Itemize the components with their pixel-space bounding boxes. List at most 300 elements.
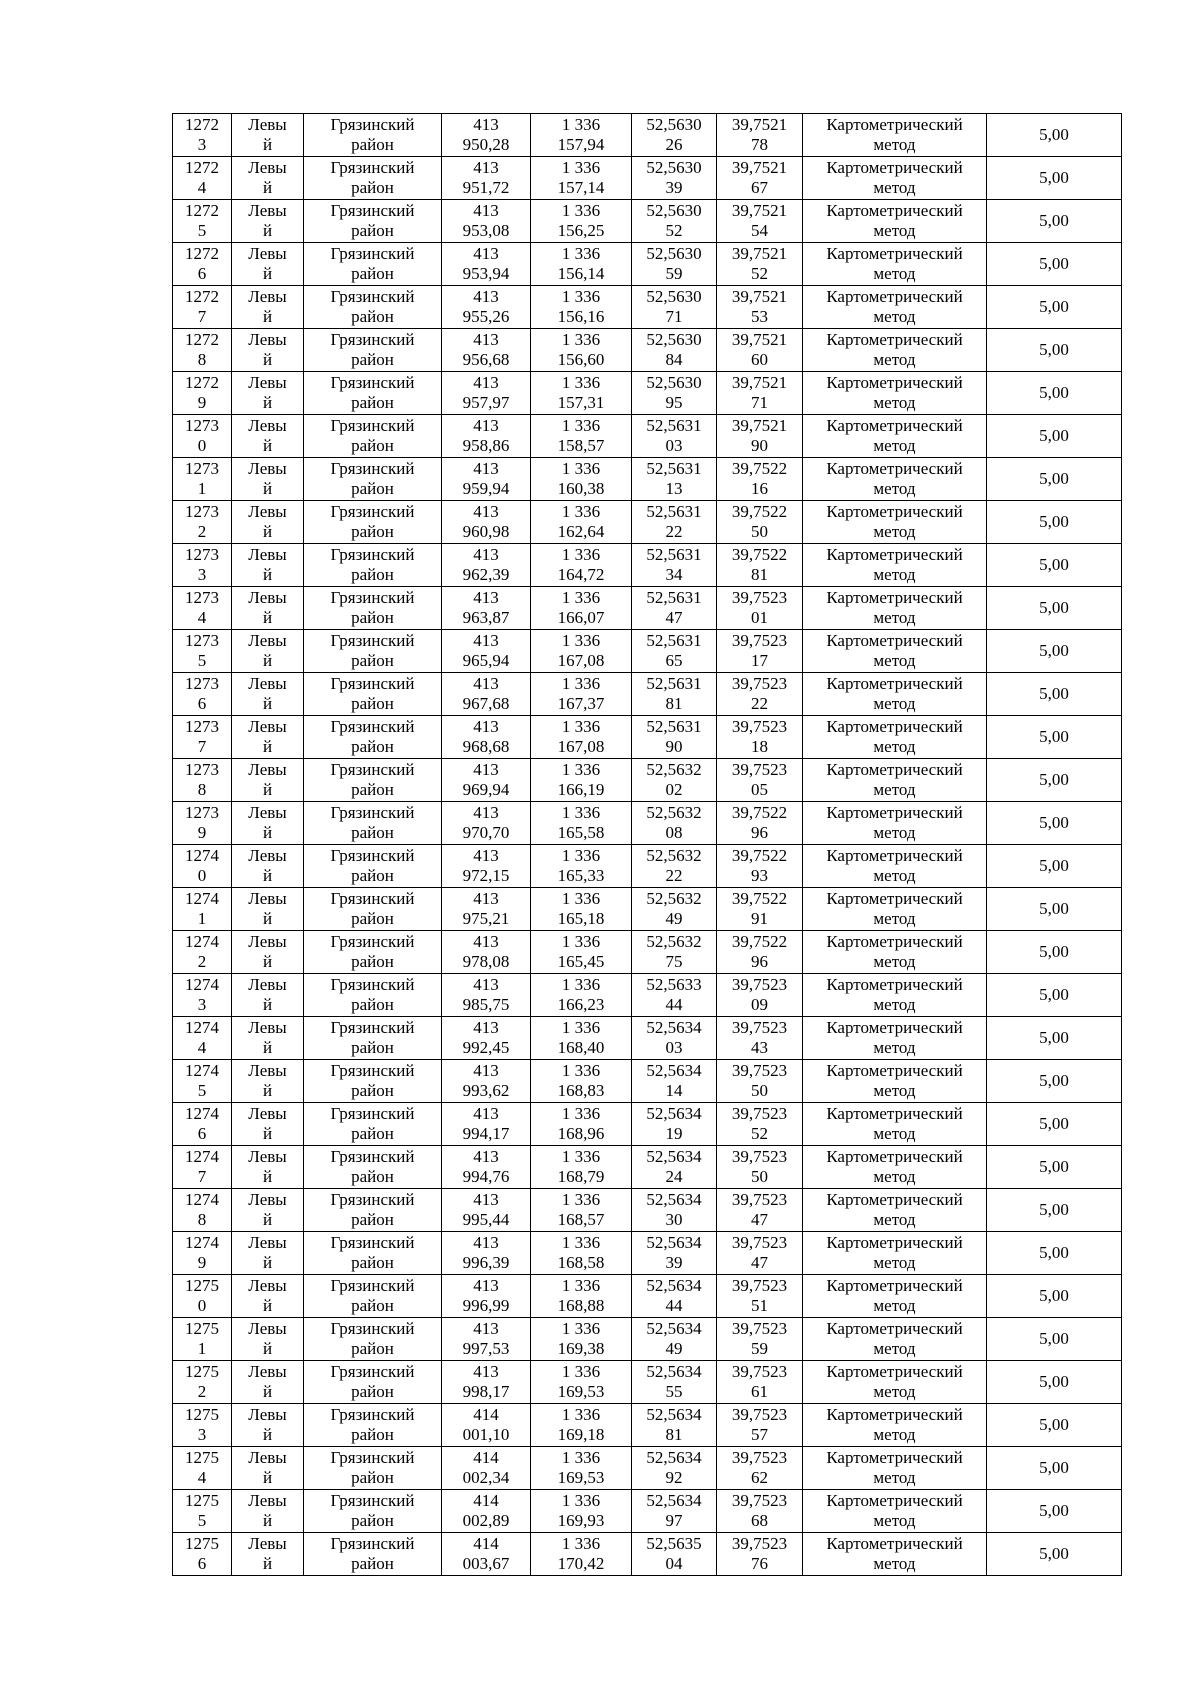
x-coordinate-cell-line: 413 bbox=[473, 1104, 499, 1123]
x-coordinate-cell bbox=[442, 114, 531, 157]
side-cell-line: й bbox=[262, 1339, 273, 1358]
x-coordinate-cell-line: 413 bbox=[473, 459, 499, 478]
longitude-cell bbox=[717, 157, 803, 200]
latitude-cell-line: 26 bbox=[665, 135, 683, 154]
latitude-cell-line: 14 bbox=[665, 1081, 683, 1100]
latitude-cell bbox=[632, 1017, 717, 1060]
longitude-cell-line: 39,7521 bbox=[731, 373, 788, 392]
longitude-cell-line: 61 bbox=[751, 1382, 768, 1401]
district-cell bbox=[304, 1189, 442, 1232]
y-coordinate-cell-line: 1 336 bbox=[561, 1061, 601, 1080]
y-coordinate-cell-line: 168,96 bbox=[557, 1124, 605, 1143]
method-cell bbox=[803, 1232, 987, 1275]
latitude-cell-line: 52,5635 bbox=[646, 1534, 702, 1553]
method-cell bbox=[803, 673, 987, 716]
y-coordinate-cell bbox=[531, 630, 632, 673]
table-row bbox=[173, 716, 1122, 759]
side-cell-line: Левы bbox=[248, 932, 287, 951]
y-coordinate-cell-line: 169,18 bbox=[557, 1425, 605, 1444]
point-number-cell-line: 2 bbox=[197, 952, 207, 971]
x-coordinate-cell-line: 998,17 bbox=[462, 1382, 510, 1401]
district-cell bbox=[304, 1232, 442, 1275]
latitude-cell-line: 04 bbox=[665, 1554, 683, 1573]
side-cell-line: й bbox=[262, 221, 273, 240]
point-number-cell bbox=[173, 759, 232, 802]
y-coordinate-cell-line: 165,58 bbox=[557, 823, 605, 842]
side-cell-line: й bbox=[262, 694, 273, 713]
side-cell bbox=[232, 630, 304, 673]
method-cell-line: метод bbox=[873, 135, 916, 154]
latitude-cell-line: 52,5630 bbox=[646, 330, 702, 349]
district-cell-line: Грязинский bbox=[330, 1104, 415, 1123]
point-number-cell-line: 7 bbox=[197, 307, 207, 326]
method-cell-line: Картометрический bbox=[826, 1534, 963, 1553]
table-row bbox=[173, 1404, 1122, 1447]
latitude-cell-line: 52,5633 bbox=[646, 975, 702, 994]
longitude-cell-line: 50 bbox=[751, 522, 768, 541]
point-number-cell-line: 1273 bbox=[185, 717, 219, 736]
method-cell bbox=[803, 1017, 987, 1060]
longitude-cell-line: 39,7523 bbox=[731, 631, 788, 650]
latitude-cell bbox=[632, 114, 717, 157]
side-cell-line: Левы bbox=[248, 502, 287, 521]
side-cell-line: й bbox=[262, 1425, 273, 1444]
side-cell bbox=[232, 802, 304, 845]
longitude-cell bbox=[717, 372, 803, 415]
district-cell-line: Грязинский bbox=[330, 846, 415, 865]
side-cell-line: й bbox=[262, 307, 273, 326]
y-coordinate-cell-line: 170,42 bbox=[557, 1554, 605, 1573]
side-cell-line: й bbox=[262, 1554, 273, 1573]
y-coordinate-cell-line: 1 336 bbox=[561, 459, 601, 478]
x-coordinate-cell-line: 959,94 bbox=[462, 479, 510, 498]
latitude-cell-line: 52 bbox=[665, 221, 683, 240]
y-coordinate-cell bbox=[531, 759, 632, 802]
longitude-cell-line: 51 bbox=[751, 1296, 768, 1315]
side-cell bbox=[232, 888, 304, 931]
latitude-cell-line: 59 bbox=[665, 264, 683, 283]
y-coordinate-cell-line: 169,53 bbox=[557, 1382, 605, 1401]
method-cell bbox=[803, 1490, 987, 1533]
point-number-cell-line: 1273 bbox=[185, 674, 219, 693]
y-coordinate-cell-line: 165,45 bbox=[557, 952, 605, 971]
y-coordinate-cell bbox=[531, 1232, 632, 1275]
x-coordinate-cell-line: 413 bbox=[473, 1190, 499, 1209]
point-number-cell bbox=[173, 243, 232, 286]
district-cell bbox=[304, 329, 442, 372]
x-coordinate-cell bbox=[442, 1447, 531, 1490]
table-row bbox=[173, 673, 1122, 716]
y-coordinate-cell bbox=[531, 931, 632, 974]
side-cell-line: Левы bbox=[248, 416, 287, 435]
longitude-cell-line: 39,7523 bbox=[731, 1061, 788, 1080]
latitude-cell bbox=[632, 286, 717, 329]
latitude-cell-line: 52,5630 bbox=[646, 115, 702, 134]
method-cell-line: Картометрический bbox=[826, 201, 963, 220]
side-cell-line: Левы bbox=[248, 975, 287, 994]
y-coordinate-cell bbox=[531, 415, 632, 458]
table-row bbox=[173, 200, 1122, 243]
longitude-cell bbox=[717, 759, 803, 802]
x-coordinate-cell bbox=[442, 1404, 531, 1447]
longitude-cell-line: 91 bbox=[751, 909, 768, 928]
district-cell-line: Грязинский bbox=[330, 244, 415, 263]
district-cell-line: район bbox=[351, 479, 394, 498]
point-number-cell bbox=[173, 1404, 232, 1447]
accuracy-cell: 5,00 bbox=[987, 1318, 1122, 1361]
longitude-cell-line: 16 bbox=[751, 479, 768, 498]
district-cell-line: Грязинский bbox=[330, 1448, 415, 1467]
side-cell bbox=[232, 544, 304, 587]
latitude-cell bbox=[632, 845, 717, 888]
x-coordinate-cell-line: 958,86 bbox=[462, 436, 510, 455]
side-cell bbox=[232, 716, 304, 759]
table-row bbox=[173, 802, 1122, 845]
table-row bbox=[173, 1275, 1122, 1318]
point-number-cell-line: 3 bbox=[197, 1425, 207, 1444]
y-coordinate-cell-line: 1 336 bbox=[561, 373, 601, 392]
x-coordinate-cell-line: 413 bbox=[473, 846, 499, 865]
point-number-cell bbox=[173, 1447, 232, 1490]
latitude-cell-line: 55 bbox=[665, 1382, 683, 1401]
district-cell bbox=[304, 1533, 442, 1576]
side-cell-line: Левы bbox=[248, 717, 287, 736]
accuracy-cell: 5,00 bbox=[987, 802, 1122, 845]
method-cell-line: Картометрический bbox=[826, 158, 963, 177]
longitude-cell-line: 39,7521 bbox=[731, 287, 788, 306]
x-coordinate-cell bbox=[442, 415, 531, 458]
table-row bbox=[173, 458, 1122, 501]
x-coordinate-cell-line: 962,39 bbox=[462, 565, 510, 584]
method-cell-line: Картометрический bbox=[826, 1362, 963, 1381]
x-coordinate-cell bbox=[442, 587, 531, 630]
district-cell-line: Грязинский bbox=[330, 889, 415, 908]
y-coordinate-cell-line: 157,31 bbox=[557, 393, 605, 412]
y-coordinate-cell-line: 1 336 bbox=[561, 1319, 601, 1338]
x-coordinate-cell-line: 002,89 bbox=[462, 1511, 510, 1530]
method-cell bbox=[803, 1361, 987, 1404]
y-coordinate-cell bbox=[531, 1146, 632, 1189]
y-coordinate-cell bbox=[531, 974, 632, 1017]
district-cell bbox=[304, 630, 442, 673]
latitude-cell-line: 52,5630 bbox=[646, 244, 702, 263]
district-cell bbox=[304, 286, 442, 329]
side-cell-line: Левы bbox=[248, 1405, 287, 1424]
district-cell-line: Грязинский bbox=[330, 287, 415, 306]
latitude-cell-line: 52,5631 bbox=[646, 674, 702, 693]
longitude-cell-line: 39,7521 bbox=[731, 201, 788, 220]
y-coordinate-cell-line: 1 336 bbox=[561, 1018, 601, 1037]
accuracy-cell: 5,00 bbox=[987, 1017, 1122, 1060]
method-cell-line: Картометрический bbox=[826, 1276, 963, 1295]
point-number-cell bbox=[173, 1533, 232, 1576]
x-coordinate-cell-line: 413 bbox=[473, 201, 499, 220]
y-coordinate-cell-line: 1 336 bbox=[561, 588, 601, 607]
x-coordinate-cell-line: 950,28 bbox=[462, 135, 510, 154]
side-cell-line: Левы bbox=[248, 244, 287, 263]
method-cell-line: метод bbox=[873, 1210, 916, 1229]
point-number-cell-line: 5 bbox=[197, 1511, 207, 1530]
table-row bbox=[173, 1447, 1122, 1490]
longitude-cell-line: 71 bbox=[751, 393, 768, 412]
latitude-cell-line: 19 bbox=[665, 1124, 683, 1143]
latitude-cell-line: 52,5631 bbox=[646, 502, 702, 521]
longitude-cell-line: 78 bbox=[751, 135, 768, 154]
method-cell-line: Картометрический bbox=[826, 1405, 963, 1424]
side-cell bbox=[232, 415, 304, 458]
side-cell-line: Левы bbox=[248, 760, 287, 779]
longitude-cell-line: 52 bbox=[751, 1124, 768, 1143]
longitude-cell bbox=[717, 931, 803, 974]
y-coordinate-cell-line: 165,33 bbox=[557, 866, 605, 885]
district-cell-line: Грязинский bbox=[330, 1319, 415, 1338]
side-cell-line: Левы bbox=[248, 588, 287, 607]
x-coordinate-cell bbox=[442, 1361, 531, 1404]
side-cell bbox=[232, 1361, 304, 1404]
district-cell-line: район bbox=[351, 909, 394, 928]
district-cell-line: район bbox=[351, 1124, 394, 1143]
side-cell bbox=[232, 286, 304, 329]
side-cell bbox=[232, 974, 304, 1017]
longitude-cell bbox=[717, 974, 803, 1017]
y-coordinate-cell bbox=[531, 372, 632, 415]
district-cell-line: Грязинский bbox=[330, 1362, 415, 1381]
accuracy-cell: 5,00 bbox=[987, 630, 1122, 673]
latitude-cell bbox=[632, 802, 717, 845]
y-coordinate-cell-line: 1 336 bbox=[561, 760, 601, 779]
x-coordinate-cell-line: 413 bbox=[473, 1319, 499, 1338]
method-cell-line: метод bbox=[873, 1167, 916, 1186]
district-cell-line: район bbox=[351, 1339, 394, 1358]
method-cell-line: метод bbox=[873, 1081, 916, 1100]
method-cell-line: метод bbox=[873, 221, 916, 240]
x-coordinate-cell-line: 413 bbox=[473, 244, 499, 263]
y-coordinate-cell-line: 1 336 bbox=[561, 717, 601, 736]
method-cell bbox=[803, 329, 987, 372]
x-coordinate-cell-line: 951,72 bbox=[462, 178, 510, 197]
district-cell-line: Грязинский bbox=[330, 201, 415, 220]
x-coordinate-cell bbox=[442, 1232, 531, 1275]
y-coordinate-cell-line: 1 336 bbox=[561, 846, 601, 865]
district-cell-line: Грязинский bbox=[330, 1061, 415, 1080]
x-coordinate-cell-line: 413 bbox=[473, 158, 499, 177]
side-cell-line: й bbox=[262, 178, 273, 197]
point-number-cell bbox=[173, 458, 232, 501]
method-cell-line: Картометрический bbox=[826, 1233, 963, 1252]
point-number-cell bbox=[173, 1490, 232, 1533]
point-number-cell-line: 0 bbox=[197, 866, 207, 885]
longitude-cell-line: 17 bbox=[751, 651, 768, 670]
point-number-cell-line: 5 bbox=[197, 651, 207, 670]
x-coordinate-cell-line: 413 bbox=[473, 1276, 499, 1295]
district-cell-line: район bbox=[351, 522, 394, 541]
side-cell bbox=[232, 1490, 304, 1533]
y-coordinate-cell bbox=[531, 1361, 632, 1404]
point-number-cell-line: 1275 bbox=[185, 1534, 219, 1553]
point-number-cell-line: 1274 bbox=[185, 1233, 219, 1252]
longitude-cell-line: 96 bbox=[751, 952, 768, 971]
y-coordinate-cell-line: 168,40 bbox=[557, 1038, 605, 1057]
point-number-cell bbox=[173, 673, 232, 716]
y-coordinate-cell-line: 1 336 bbox=[561, 1362, 601, 1381]
method-cell-line: Картометрический bbox=[826, 1448, 963, 1467]
x-coordinate-cell-line: 413 bbox=[473, 932, 499, 951]
method-cell-line: Картометрический bbox=[826, 244, 963, 263]
district-cell-line: район bbox=[351, 694, 394, 713]
longitude-cell-line: 39,7522 bbox=[731, 932, 788, 951]
method-cell-line: Картометрический bbox=[826, 416, 963, 435]
longitude-cell-line: 47 bbox=[751, 1210, 768, 1229]
point-number-cell-line: 3 bbox=[197, 135, 207, 154]
method-cell bbox=[803, 243, 987, 286]
x-coordinate-cell-line: 413 bbox=[473, 631, 499, 650]
longitude-cell-line: 09 bbox=[751, 995, 768, 1014]
x-coordinate-cell-line: 414 bbox=[473, 1491, 499, 1510]
method-cell-line: метод bbox=[873, 1425, 916, 1444]
method-cell bbox=[803, 1404, 987, 1447]
longitude-cell-line: 39,7523 bbox=[731, 1147, 788, 1166]
method-cell bbox=[803, 415, 987, 458]
x-coordinate-cell-line: 413 bbox=[473, 1362, 499, 1381]
x-coordinate-cell-line: 953,94 bbox=[462, 264, 510, 283]
latitude-cell-line: 44 bbox=[665, 995, 683, 1014]
latitude-cell-line: 52,5634 bbox=[646, 1491, 702, 1510]
x-coordinate-cell-line: 413 bbox=[473, 1018, 499, 1037]
latitude-cell-line: 52,5634 bbox=[646, 1405, 702, 1424]
side-cell-line: й bbox=[262, 737, 273, 756]
side-cell-line: й bbox=[262, 1382, 273, 1401]
x-coordinate-cell bbox=[442, 888, 531, 931]
side-cell-line: Левы bbox=[248, 1147, 287, 1166]
side-cell-line: й bbox=[262, 651, 273, 670]
y-coordinate-cell-line: 156,14 bbox=[557, 264, 605, 283]
longitude-cell-line: 43 bbox=[751, 1038, 768, 1057]
point-number-cell bbox=[173, 1060, 232, 1103]
latitude-cell-line: 92 bbox=[665, 1468, 683, 1487]
latitude-cell bbox=[632, 716, 717, 759]
point-number-cell-line: 1272 bbox=[185, 244, 219, 263]
x-coordinate-cell-line: 972,15 bbox=[462, 866, 510, 885]
latitude-cell bbox=[632, 329, 717, 372]
district-cell-line: район bbox=[351, 393, 394, 412]
y-coordinate-cell-line: 157,94 bbox=[557, 135, 605, 154]
longitude-cell bbox=[717, 1490, 803, 1533]
x-coordinate-cell bbox=[442, 1318, 531, 1361]
latitude-cell bbox=[632, 1361, 717, 1404]
longitude-cell-line: 76 bbox=[751, 1554, 768, 1573]
longitude-cell bbox=[717, 845, 803, 888]
side-cell-line: й bbox=[262, 995, 273, 1014]
method-cell-line: Картометрический bbox=[826, 588, 963, 607]
district-cell bbox=[304, 1447, 442, 1490]
point-number-cell-line: 8 bbox=[197, 350, 207, 369]
y-coordinate-cell bbox=[531, 1490, 632, 1533]
district-cell-line: район bbox=[351, 436, 394, 455]
method-cell-line: метод bbox=[873, 1382, 916, 1401]
y-coordinate-cell-line: 1 336 bbox=[561, 330, 601, 349]
longitude-cell-line: 39,7523 bbox=[731, 717, 788, 736]
latitude-cell-line: 52,5634 bbox=[646, 1362, 702, 1381]
x-coordinate-cell bbox=[442, 286, 531, 329]
side-cell-line: й bbox=[262, 393, 273, 412]
point-number-cell-line: 1274 bbox=[185, 1018, 219, 1037]
district-cell bbox=[304, 544, 442, 587]
y-coordinate-cell bbox=[531, 458, 632, 501]
table-row bbox=[173, 587, 1122, 630]
method-cell bbox=[803, 802, 987, 845]
point-number-cell-line: 4 bbox=[197, 608, 207, 627]
accuracy-cell: 5,00 bbox=[987, 544, 1122, 587]
accuracy-cell: 5,00 bbox=[987, 501, 1122, 544]
latitude-cell-line: 52,5630 bbox=[646, 373, 702, 392]
y-coordinate-cell bbox=[531, 845, 632, 888]
x-coordinate-cell bbox=[442, 759, 531, 802]
x-coordinate-cell bbox=[442, 243, 531, 286]
latitude-cell bbox=[632, 1404, 717, 1447]
method-cell-line: метод bbox=[873, 608, 916, 627]
method-cell-line: Картометрический bbox=[826, 373, 963, 392]
longitude-cell bbox=[717, 1103, 803, 1146]
y-coordinate-cell-line: 1 336 bbox=[561, 1448, 601, 1467]
accuracy-cell: 5,00 bbox=[987, 372, 1122, 415]
y-coordinate-cell-line: 166,19 bbox=[557, 780, 605, 799]
longitude-cell bbox=[717, 415, 803, 458]
y-coordinate-cell bbox=[531, 587, 632, 630]
latitude-cell bbox=[632, 630, 717, 673]
y-coordinate-cell-line: 166,07 bbox=[557, 608, 605, 627]
point-number-cell bbox=[173, 286, 232, 329]
method-cell-line: метод bbox=[873, 694, 916, 713]
latitude-cell-line: 03 bbox=[665, 436, 683, 455]
x-coordinate-cell-line: 002,34 bbox=[462, 1468, 510, 1487]
point-number-cell-line: 1274 bbox=[185, 1147, 219, 1166]
latitude-cell-line: 52,5634 bbox=[646, 1190, 702, 1209]
side-cell bbox=[232, 458, 304, 501]
latitude-cell bbox=[632, 1060, 717, 1103]
x-coordinate-cell-line: 969,94 bbox=[462, 780, 510, 799]
longitude-cell bbox=[717, 587, 803, 630]
side-cell bbox=[232, 1017, 304, 1060]
x-coordinate-cell-line: 963,87 bbox=[462, 608, 510, 627]
side-cell-line: й bbox=[262, 135, 273, 154]
method-cell-line: метод bbox=[873, 565, 916, 584]
x-coordinate-cell-line: 996,99 bbox=[462, 1296, 510, 1315]
accuracy-cell: 5,00 bbox=[987, 587, 1122, 630]
side-cell-line: й bbox=[262, 350, 273, 369]
accuracy-cell: 5,00 bbox=[987, 673, 1122, 716]
side-cell-line: Левы bbox=[248, 674, 287, 693]
latitude-cell bbox=[632, 1232, 717, 1275]
side-cell bbox=[232, 372, 304, 415]
point-number-cell-line: 1272 bbox=[185, 287, 219, 306]
x-coordinate-cell bbox=[442, 1490, 531, 1533]
method-cell-line: метод bbox=[873, 178, 916, 197]
accuracy-cell: 5,00 bbox=[987, 329, 1122, 372]
side-cell bbox=[232, 501, 304, 544]
point-number-cell bbox=[173, 501, 232, 544]
district-cell-line: район bbox=[351, 1038, 394, 1057]
longitude-cell bbox=[717, 716, 803, 759]
latitude-cell bbox=[632, 200, 717, 243]
latitude-cell-line: 47 bbox=[665, 608, 683, 627]
side-cell-line: Левы bbox=[248, 1061, 287, 1080]
y-coordinate-cell-line: 166,23 bbox=[557, 995, 605, 1014]
latitude-cell-line: 52,5632 bbox=[646, 889, 702, 908]
district-cell-line: район bbox=[351, 1081, 394, 1100]
latitude-cell bbox=[632, 1189, 717, 1232]
x-coordinate-cell-line: 965,94 bbox=[462, 651, 510, 670]
coordinates-table bbox=[172, 113, 1122, 1576]
